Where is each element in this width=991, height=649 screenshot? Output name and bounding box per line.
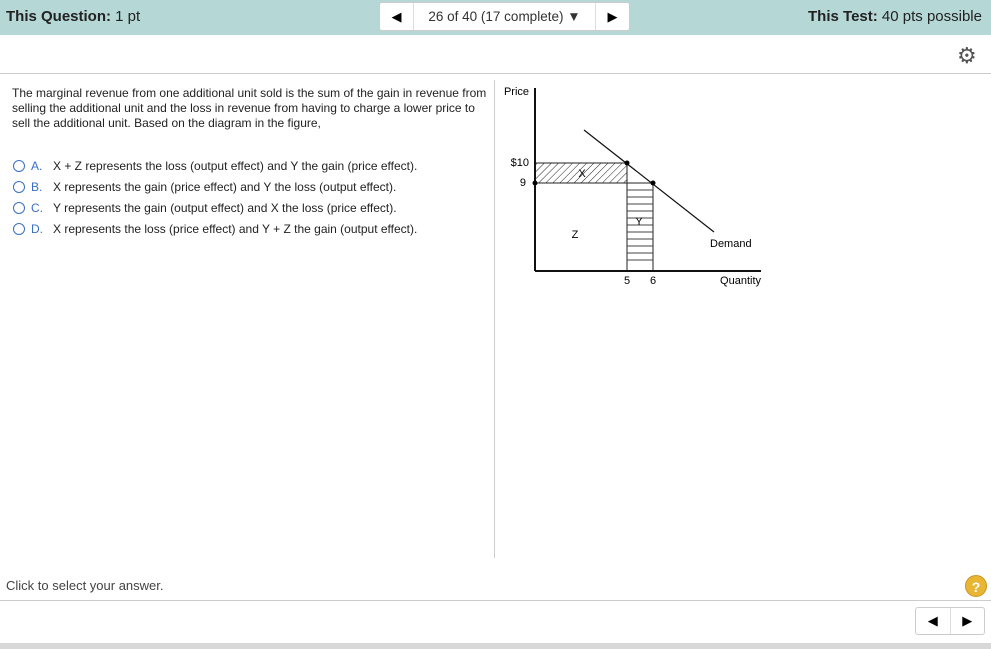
x-axis-label: Quantity	[720, 275, 761, 287]
prev-question-button[interactable]: ◀	[391, 8, 402, 24]
point	[533, 181, 538, 186]
region-label-y: Y	[635, 216, 643, 228]
divider	[0, 600, 991, 601]
point	[651, 181, 656, 186]
caret-down-icon: ▼	[567, 9, 581, 24]
help-icon[interactable]: ?	[965, 575, 987, 597]
option-b[interactable]: B. X represents the gain (price effect) and Y the loss (output effect).	[13, 176, 417, 197]
test-points: This Test: 40 pts possible	[808, 8, 982, 25]
question-points: This Question: 1 pt	[6, 8, 141, 25]
option-a[interactable]: A. X + Z represents the loss (output effect) and Y the gain (price effect).	[13, 155, 417, 176]
region-label-x: X	[578, 168, 586, 180]
question-text: The marginal revenue from one additional unit sold is the sum of the gain in revenue from selling the additional unit and the loss in revenue from having to charge a lower price to sell the additional unit. Based on the diagram in the figure,	[12, 86, 487, 130]
option-d[interactable]: D. X represents the loss (price effect) and Y + Z the gain (output effect).	[13, 218, 417, 239]
x-tick: 6	[649, 275, 657, 287]
next-question-button[interactable]: ▶	[607, 8, 618, 24]
region-label-z: Z	[571, 229, 579, 241]
bottom-navigator	[915, 607, 985, 635]
bottom-bar	[0, 643, 991, 649]
y-tick: 9	[519, 177, 526, 189]
y-tick: $10	[510, 157, 529, 169]
y-axis-label: Price	[503, 86, 529, 98]
gear-icon[interactable]: ⚙	[957, 43, 977, 68]
prev-button[interactable]: ◀	[927, 613, 938, 628]
option-c[interactable]: C. Y represents the gain (output effect) and X the loss (price effect).	[13, 197, 417, 218]
status-text: Click to select your answer.	[6, 578, 164, 593]
next-button[interactable]: ▶	[950, 608, 985, 634]
x-tick: 5	[623, 275, 631, 287]
point	[625, 161, 630, 166]
question-select-dropdown[interactable]: 26 of 40 (17 complete) ▼	[413, 3, 596, 30]
demand-label: Demand	[710, 238, 752, 250]
